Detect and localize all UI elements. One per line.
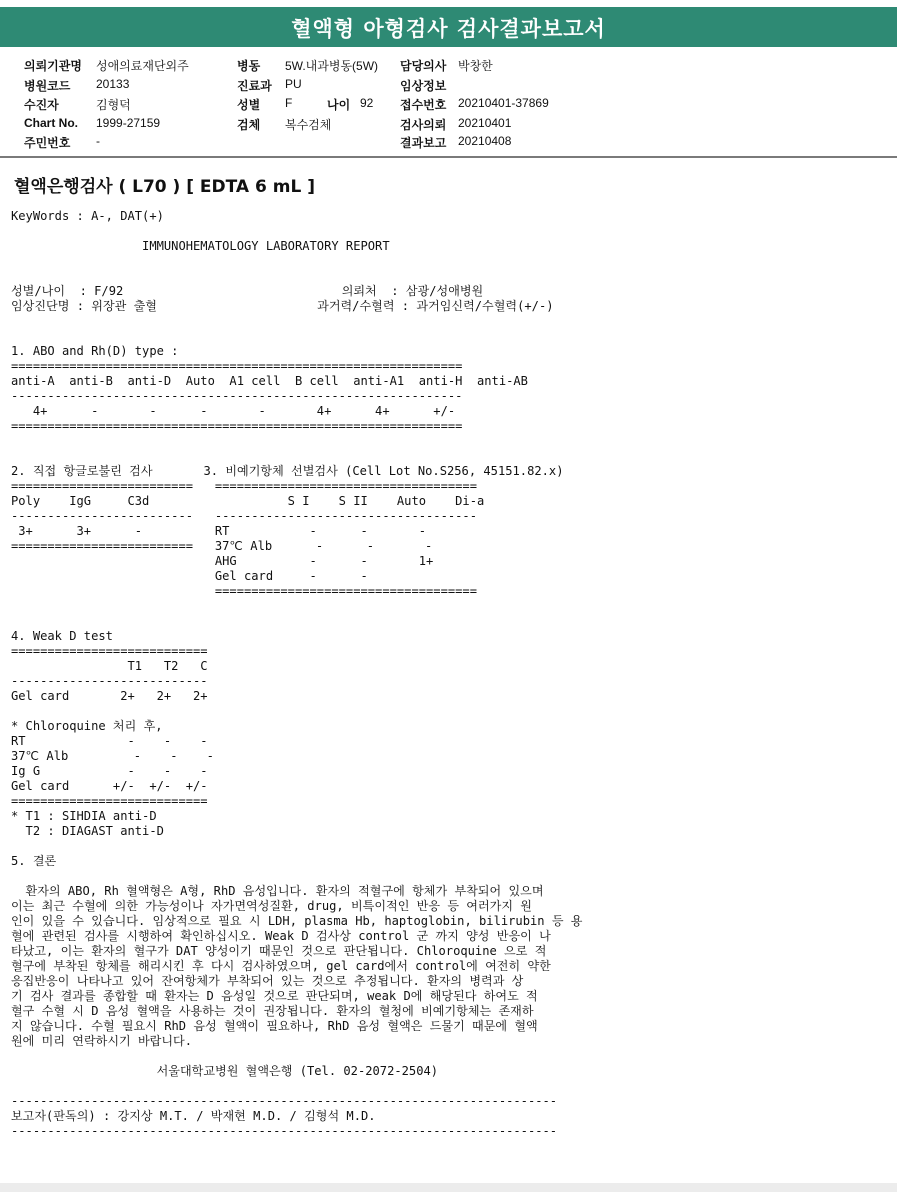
report-line: 1. ABO and Rh(D) type : [11,344,179,358]
report-line: Gel card 2+ 2+ 2+ [11,689,208,703]
patient-name-label: 수진자 [24,98,59,112]
report-line: --------------------------- [11,674,208,688]
report-line: ========================= ==================================== [11,479,477,493]
report-line: =========================== [11,644,208,658]
request-date-label: 검사의뢰 [400,118,447,132]
hospital-name-value: 성애의료재단외주 [96,59,189,73]
hospital-code-value: 20133 [96,77,130,91]
department-value: PU [285,77,302,91]
report-line: 기 검사 결과를 종합할 때 환자는 D 음성일 것으로 판단되며, weak D에 해당된다 하여도 적 [11,989,538,1003]
report-line: 환자의 ABO, Rh 혈액형은 A형, RhD 음성입니다. 환자의 적혈구에 항체가 부착되어 있으며 [11,884,544,898]
section-title: 혈액은행검사 ( L70 ) [ EDTA 6 mL ] [14,177,315,197]
report-line: 원에 미리 연락하시기 바랍니다. [11,1034,192,1048]
report-line: Gel card +/- +/- +/- [11,779,208,793]
report-line: =========================== [11,794,208,808]
report-line: 37℃ Alb - - - [11,749,214,763]
report-line: 성별/나이 : F/92 의뢰처 : 삼광/성애병원 [11,284,484,298]
resident-no-label: 주민번호 [24,136,71,150]
accession-no-label: 접수번호 [400,98,447,112]
report-line: 혈구에 부착된 항체를 해리시킨 후 다시 검사하였으며, gel card에서 control에 여전히 약한 [11,959,551,973]
report-line: * Chloroquine 처리 후, [11,719,163,733]
report-line: * T1 : SIHDIA anti-D [11,809,157,823]
report-line: 임상진단명 : 위장관 출혈 과거력/수혈력 : 과거임신력/수혈력(+/-) [11,299,554,313]
report-line: T2 : DIAGAST anti-D [11,824,164,838]
report-line: ============================================================== [11,419,463,433]
report-line: 응집반응이 나타나고 있어 잔여항체가 부착되어 있는 것으로 추정됩니다. 환자의 병력과 상 [11,974,524,988]
report-date-value: 20210408 [458,134,512,148]
report-line: Poly IgG C3d S I S II Auto Di-a [11,494,485,508]
chart-no-label: Chart No. [24,116,78,130]
report-line: --------------------------------------------------------------------------- [11,1094,558,1108]
report-line: AHG - - 1+ [11,554,434,568]
report-body [11,209,582,1139]
report-line: Ig G - - - [11,764,208,778]
doctor-label: 담당의사 [400,59,447,73]
report-line: 보고자(판독의) : 강지상 M.T. / 박재현 M.D. / 김형석 M.D. [11,1109,376,1123]
bottom-bar [0,1183,897,1192]
report-line: ============================================================== [11,359,463,373]
report-line: ==================================== [11,584,477,598]
report-date-label: 결과보고 [400,136,447,150]
report-line: Gel card - - [11,569,368,583]
clinical-info-label: 임상정보 [400,79,447,93]
title-bar [0,7,897,47]
report-line: 이는 최근 수혈에 의한 가능성이나 자가면역성질환, drug, 비특이적인 반응 등 여러가지 원 [11,899,532,913]
report-line: 인이 있을 수 있습니다. 임상적으로 필요 시 LDH, plasma Hb, haptoglobin, bilirubin 등 용 [11,914,583,928]
request-date-value: 20210401 [458,116,512,130]
resident-no-value: - [96,134,100,148]
report-line: -------------------------------------------------------------- [11,389,463,403]
report-line: 서울대학교병원 혈액은행 (Tel. 02-2072-2504) [11,1064,439,1078]
report-line: T1 T2 C [11,659,208,673]
report-line: --------------------------------------------------------------------------- [11,1124,558,1138]
report-line: 4+ - - - - 4+ 4+ +/- [11,404,456,418]
report-line: 혈에 관련된 검사를 시행하여 확인하십시오. Weak D 검사상 control 군 까지 양성 반응이 나 [11,929,551,943]
sex-value: F [285,96,293,110]
specimen-value: 복수검체 [285,118,332,132]
report-line: 타났고, 이는 환자의 혈구가 DAT 양성이기 때문인 것으로 판단됩니다. Chloroquine 으로 적 [11,944,547,958]
age-label: 나이 [327,98,351,112]
hospital-name-label: 의뢰기관명 [24,59,82,73]
patient-name-value: 김형덕 [96,98,131,112]
report-line: 지 않습니다. 수혈 필요시 RhD 음성 혈액이 필요하나, RhD 음성 혈액은 드물기 때문에 혈액 [11,1019,538,1033]
header-divider [0,156,897,158]
report-line: ========================= 37℃ Alb - - - [11,539,433,553]
report-line: 3+ 3+ - RT - - - [11,524,427,538]
report-line: 5. 결론 [11,854,57,868]
hospital-code-label: 병원코드 [24,79,71,93]
accession-no-value: 20210401-37869 [458,96,549,110]
report-line: IMMUNOHEMATOLOGY LABORATORY REPORT [11,239,390,253]
report-line: 4. Weak D test [11,629,113,643]
age-value: 92 [360,96,374,110]
ward-label: 병동 [237,59,261,73]
specimen-label: 검체 [237,118,261,132]
report-line: 혈구 수혈 시 D 음성 혈액을 사용하는 것이 권장됩니다. 환자의 혈청에 비예기항체는 존재하 [11,1004,534,1018]
ward-value: 5W.내과병동(5W) [285,59,379,73]
report-line: anti-A anti-B anti-D Auto A1 cell B cell anti-A1 anti-H anti-AB [11,374,528,388]
sex-label: 성별 [237,98,261,112]
report-line: KeyWords : A-, DAT(+) [11,209,164,223]
department-label: 진료과 [237,79,272,93]
report-line: ------------------------- ------------------------------------ [11,509,477,523]
doctor-value: 박창한 [458,59,493,73]
chart-no-value: 1999-27159 [96,116,161,130]
report-line: 2. 직접 항글로불린 검사 3. 비예기항체 선별검사 (Cell Lot No.S256, 45151.82.x) [11,464,564,478]
report-title: 혈액형 아형검사 검사결과보고서 [291,17,606,41]
report-line: RT - - - [11,734,208,748]
